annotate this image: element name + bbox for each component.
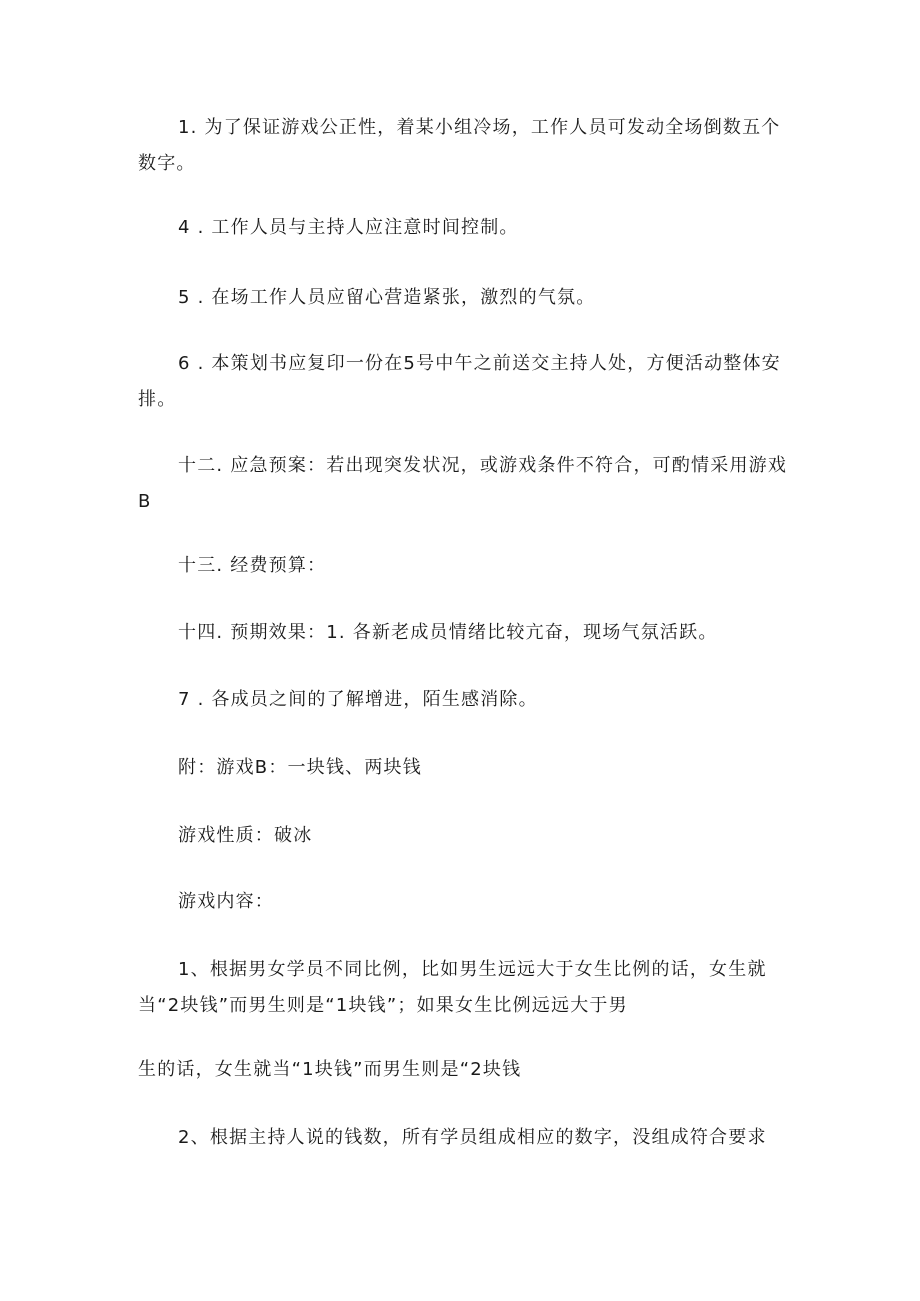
paragraph-time-control: 4 . 工作人员与主持人应注意时间控制。: [178, 217, 519, 238]
paragraph-copy-plan: 6 . 本策划书应复印一份在5号中午之前送交主持人处，方便活动整体安排。: [138, 353, 781, 410]
paragraph-atmosphere: 5 . 在场工作人员应留心营造紧张，激烈的气氛。: [178, 287, 596, 308]
paragraph-appendix-game-b: 附：游戏B：一块钱、两块钱: [178, 757, 422, 778]
paragraph-rule-1: 1、根据男女学员不同比例，比如男生远远大于女生比例的话，女生就当“2块钱”而男生则是“1块钱”；如果女生比例远远大于男: [138, 959, 767, 1016]
paragraph-game-nature: 游戏性质：破冰: [178, 825, 313, 846]
paragraph-rule-1-continued: 生的话，女生就当“1块钱”而男生则是“2块钱: [138, 1059, 522, 1080]
paragraph-expected-effect: 十四. 预期效果：1. 各新老成员情绪比较亢奋，现场气氛活跃。: [178, 622, 718, 643]
paragraph-emergency-plan: 十二. 应急预案：若出现突发状况，或游戏条件不符合，可酌情采用游戏B: [138, 455, 788, 512]
paragraph-familiarity: 7 . 各成员之间的了解增进，陌生感消除。: [178, 689, 538, 710]
paragraph-rule-2: 2、根据主持人说的钱数，所有学员组成相应的数字，没组成符合要求: [178, 1127, 767, 1148]
paragraph-game-content: 游戏内容：: [178, 891, 274, 912]
paragraph-fairness: 1. 为了保证游戏公正性，着某小组冷场，工作人员可发动全场倒数五个数字。: [138, 117, 781, 174]
paragraph-budget: 十三. 经费预算：: [178, 555, 327, 576]
